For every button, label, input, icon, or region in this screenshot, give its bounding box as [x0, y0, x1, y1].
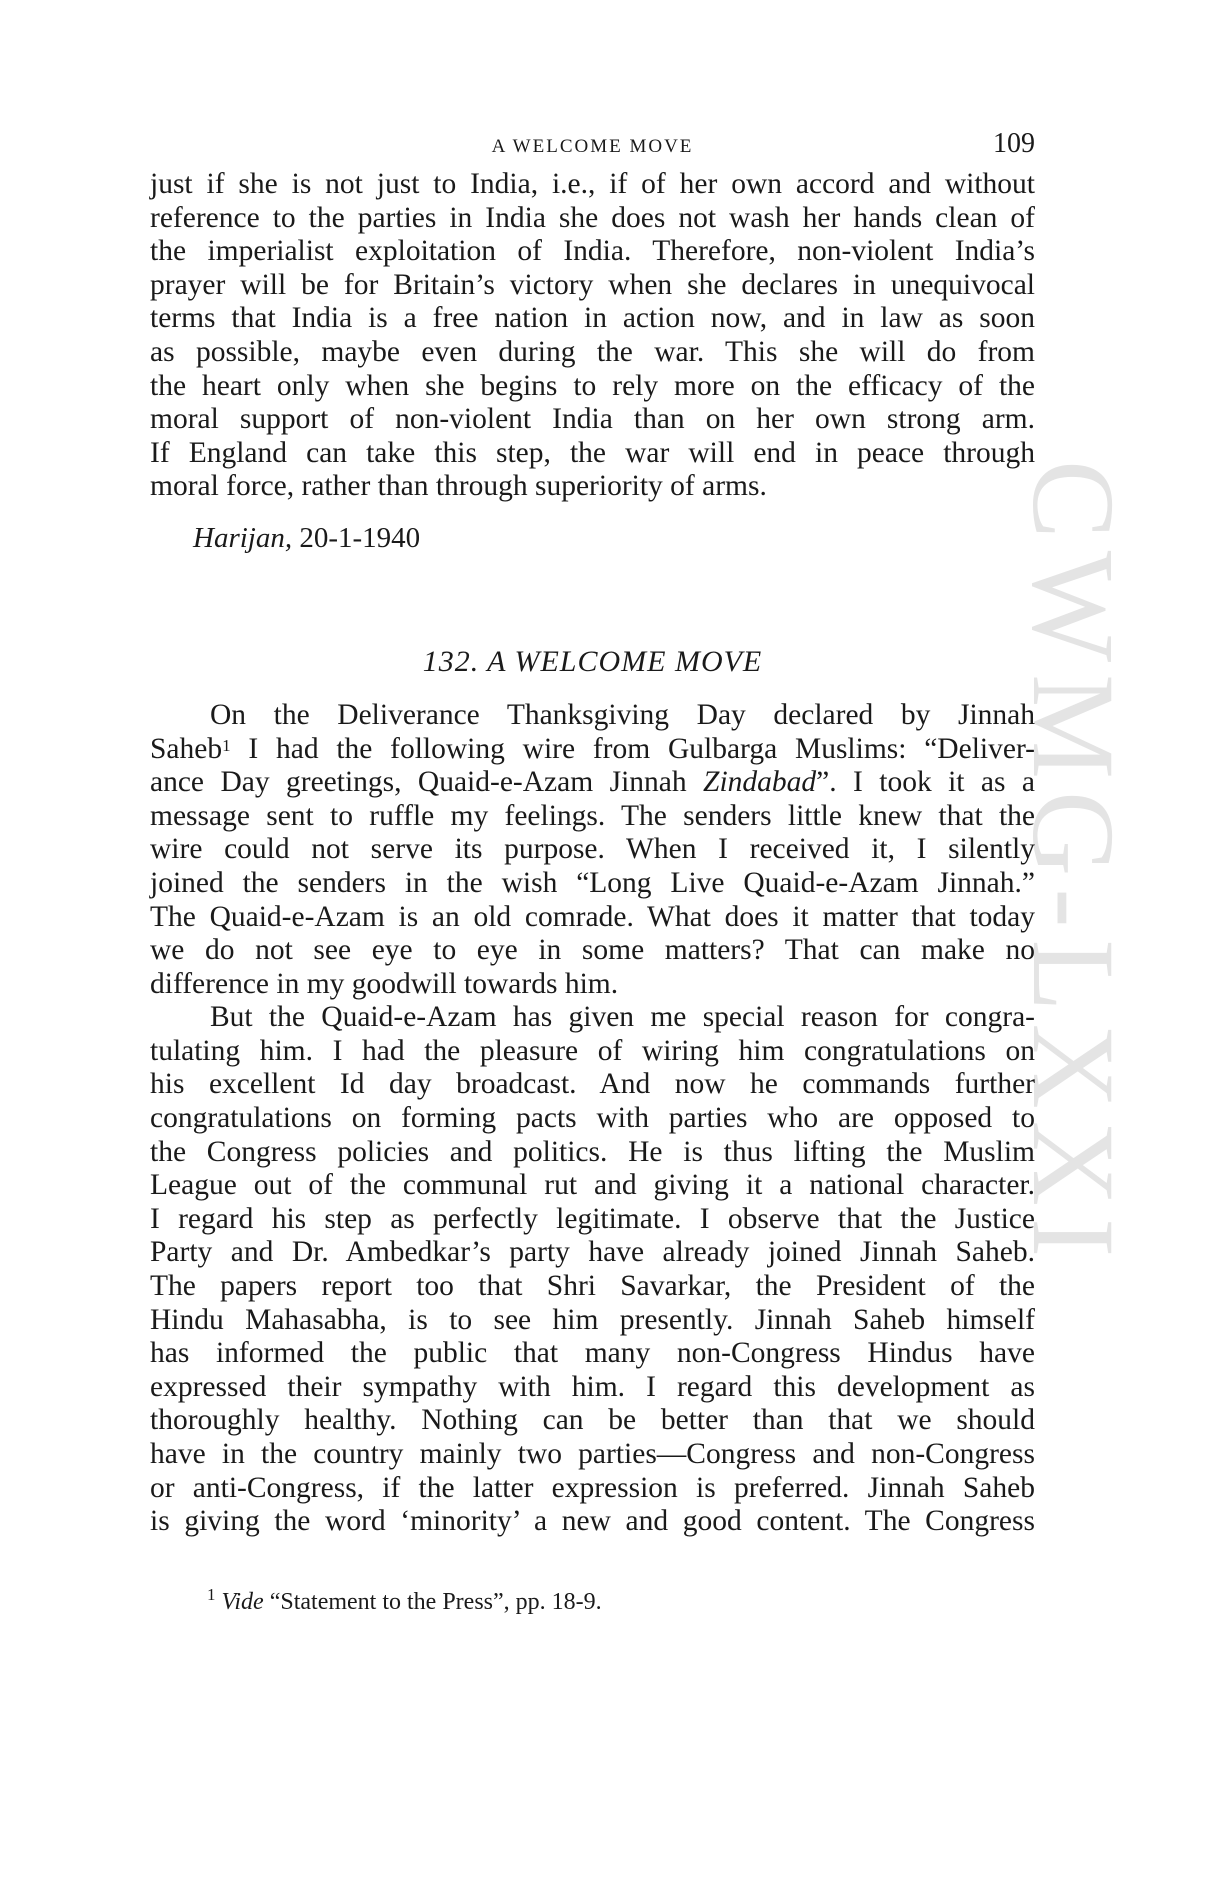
- text-line: congratulations on forming pacts with parties who are opposed to: [150, 1102, 1035, 1135]
- text-line: wire could not serve its purpose. When I received it, I silently: [150, 833, 1035, 866]
- text-line: the imperialist exploitation of India. Therefore, non-violent India’s: [150, 235, 1035, 268]
- footnote-marker: 1: [222, 735, 231, 755]
- source-publication: Harijan,: [193, 521, 293, 554]
- text-line: or anti-Congress, if the latter expression is preferred. Jinnah Saheb: [150, 1471, 1035, 1504]
- text-line: expressed their sympathy with him. I regard this development as: [150, 1370, 1035, 1403]
- book-page: [150, 128, 1035, 1616]
- text-line: Hindu Mahasabha, is to see him presently. Jinnah Saheb himself: [150, 1303, 1035, 1336]
- text-segment: Saheb: [150, 732, 223, 765]
- text-line: terms that India is a free nation in action now, and in law as soon: [150, 302, 1035, 335]
- text-segment: I had the following wire from Gulbarga Muslims: “Deliver-: [230, 732, 1035, 765]
- text-line: [150, 733, 1035, 767]
- text-line: have in the country mainly two parties—Congress and non-Congress: [150, 1438, 1035, 1470]
- text-line: League out of the communal rut and giving it a national character.: [150, 1169, 1035, 1202]
- italic-word: Zindabad: [703, 766, 817, 799]
- text-segment: ”. I took it as a: [816, 766, 1035, 799]
- text-line: message sent to ruffle my feelings. The senders little knew that the: [150, 799, 1035, 832]
- text-line: moral support of non-violent India than on her own strong arm.: [150, 403, 1035, 436]
- text-line: the Congress policies and politics. He is thus lifting the Muslim: [150, 1135, 1035, 1168]
- footnote: [150, 1584, 1035, 1616]
- text-line: as possible, maybe even during the war. This she will do from: [150, 335, 1035, 368]
- text-line: his excellent Id day broadcast. And now he commands further: [150, 1068, 1035, 1101]
- running-head: [150, 128, 1035, 168]
- text-line: joined the senders in the wish “Long Live Quaid-e-Azam Jinnah.”: [150, 866, 1035, 899]
- text-line: has informed the public that many non-Congress Hindus have: [150, 1337, 1035, 1370]
- text-line: just if she is not just to India, i.e., if of her own accord and without: [150, 168, 1035, 200]
- text-line: is giving the word ‘minority’ a new and good content. The Congress: [150, 1505, 1035, 1538]
- source-citation: [150, 522, 1035, 555]
- text-line: reference to the parties in India she does not wash her hands clean of: [150, 201, 1035, 234]
- footnote-text: “Statement to the Press”, pp. 18-9.: [263, 1588, 602, 1615]
- text-line: On the Deliverance Thanksgiving Day declared by Jinnah: [210, 698, 1035, 731]
- text-line: Party and Dr. Ambedkar’s party have already joined Jinnah Saheb.: [150, 1236, 1035, 1269]
- text-line: moral force, rather than through superiority of arms.: [150, 470, 767, 503]
- text-line: If England can take this step, the war will end in peace through: [150, 436, 1035, 469]
- continuation-paragraph: [150, 168, 1035, 504]
- text-line: we do not see eye to eye in some matters? That can make no: [150, 934, 1035, 967]
- text-line: difference in my goodwill towards him.: [150, 967, 619, 1000]
- text-line: tulating him. I had the pleasure of wiring him congratulations on: [150, 1034, 1035, 1067]
- watermark-text: CWMG-LXXI: [1008, 460, 1139, 1270]
- article-paragraph-1: [150, 699, 1035, 1001]
- text-line: thoroughly healthy. Nothing can be better than that we should: [150, 1404, 1035, 1437]
- text-line: The Quaid-e-Azam is an old comrade. What does it matter that today: [150, 900, 1035, 933]
- article-heading: 132. A WELCOME MOVE: [422, 644, 763, 678]
- text-line: I regard his step as perfectly legitimate. I observe that the Justice: [150, 1202, 1035, 1235]
- text-line: The papers report too that Shri Savarkar, the President of the: [150, 1270, 1035, 1303]
- footnote-italic: Vide: [221, 1588, 264, 1615]
- source-date: 20-1-1940: [299, 521, 421, 554]
- text-line: [150, 766, 1035, 800]
- page-number: 109: [993, 128, 1035, 159]
- text-line: But the Quaid-e-Azam has given me special reason for congra-: [210, 1001, 1035, 1034]
- article-paragraph-2: [150, 1001, 1035, 1539]
- text-line: prayer will be for Britain’s victory when she declares in unequivocal: [150, 268, 1035, 301]
- running-title: A WELCOME MOVE: [491, 136, 694, 157]
- footnote-number: 1: [207, 1584, 216, 1604]
- text-segment: ance Day greetings, Quaid-e-Azam Jinnah: [150, 766, 704, 799]
- text-line: the heart only when she begins to rely more on the efficacy of the: [150, 369, 1035, 402]
